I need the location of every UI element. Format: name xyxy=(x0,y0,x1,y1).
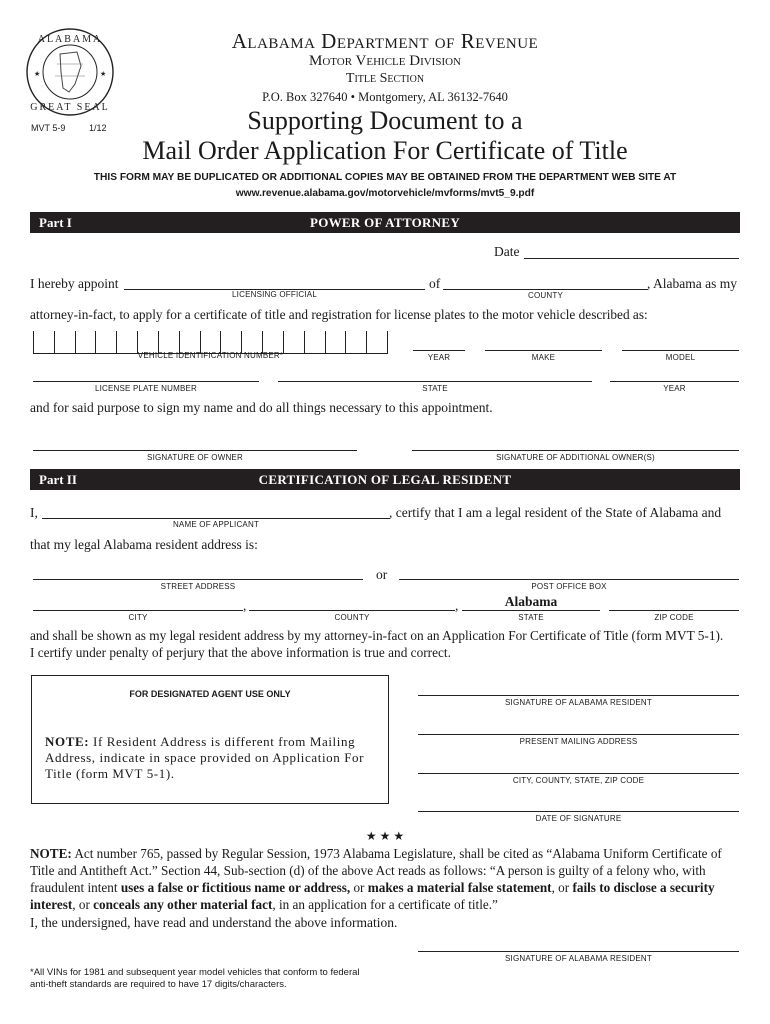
owner-signature-field[interactable] xyxy=(33,450,357,451)
of-text: of xyxy=(429,276,441,291)
resident-signature-field[interactable] xyxy=(418,695,739,696)
model-label: MODEL xyxy=(665,353,696,362)
street-address-label: STREET ADDRESS xyxy=(160,582,236,591)
owner-signature-label: SIGNATURE OF OWNER xyxy=(147,453,243,462)
plate-state-field[interactable] xyxy=(278,381,592,382)
city-county-state-zip-label: CITY, COUNTY, STATE, ZIP CODE xyxy=(512,776,645,785)
form-url[interactable]: www.revenue.alabama.gov/motorvehicle/mvforms/mvt5_9.pdf xyxy=(235,188,535,199)
act-note-label: NOTE: xyxy=(30,846,72,861)
form-title-line2: Mail Order Application For Certificate of Title xyxy=(142,136,628,165)
resident-address-text: that my legal Alabama resident address is: xyxy=(30,537,258,552)
form-number: MVT 5-9 xyxy=(31,123,66,133)
plate-year-label: YEAR xyxy=(663,384,686,393)
mailing-address: P.O. Box 327640 • Montgomery, AL 36132-7640 xyxy=(262,90,508,104)
designated-agent-title: FOR DESIGNATED AGENT USE ONLY xyxy=(129,689,291,699)
plate-state-label: STATE xyxy=(422,384,448,393)
part2-title: CERTIFICATION OF LEGAL RESIDENT xyxy=(258,472,512,487)
year-label: YEAR xyxy=(427,353,451,362)
date-of-signature-field[interactable] xyxy=(418,811,739,812)
additional-owner-signature-label: SIGNATURE OF ADDITIONAL OWNER(S) xyxy=(496,453,655,462)
shown-as-text: and shall be shown as my legal resident address by my attorney-in-fact on an Application For Certificate of Title (form MVT 5-1). xyxy=(30,628,724,643)
part2-header-bar xyxy=(30,469,740,490)
comma-1: , xyxy=(243,598,247,613)
vin-footnote: *All VINs for 1981 and subsequent year model vehicles that conform to federal anti-theft standards are required to have 17 digits/characters. xyxy=(30,967,360,990)
resident-state-field[interactable] xyxy=(462,610,600,611)
mailing-address-label: PRESENT MAILING ADDRESS xyxy=(519,737,638,746)
form-title-line1: Supporting Document to a xyxy=(247,106,523,135)
plate-year-field[interactable] xyxy=(610,381,739,382)
purpose-text: and for said purpose to sign my name and do all things necessary to this appointment. xyxy=(30,400,493,415)
po-box-label: POST OFFICE BOX xyxy=(531,582,607,591)
or-text: or xyxy=(376,567,388,582)
comma-2: , xyxy=(455,598,459,613)
vin-label: VEHICLE IDENTIFICATION NUMBER* xyxy=(137,351,284,360)
additional-owner-signature-field[interactable] xyxy=(412,450,739,451)
year-field[interactable] xyxy=(413,350,465,351)
designated-agent-box xyxy=(31,675,389,804)
read-understand-text: I, the undersigned, have read and understand the above information. xyxy=(30,915,398,930)
alabama-as-my-text: , Alabama as my xyxy=(647,276,737,291)
svg-text:★: ★ xyxy=(34,70,41,78)
applicant-name-label: NAME OF APPLICANT xyxy=(172,520,260,529)
duplication-notice: THIS FORM MAY BE DUPLICATED OR ADDITIONAL COPIES MAY BE OBTAINED FROM THE DEPARTMENT WEB SITE AT xyxy=(93,172,677,183)
appoint-text: I hereby appoint xyxy=(30,276,119,291)
city-field[interactable] xyxy=(33,610,243,611)
part1-header-bar xyxy=(30,212,740,233)
part1-label: Part I xyxy=(39,215,72,230)
date-of-signature-label: DATE OF SIGNATURE xyxy=(535,814,622,823)
note-body: If Resident Address is different from Mailing Address, indicate in space provided on Application For Title (form MVT 5-1). xyxy=(45,734,365,781)
svg-text:★: ★ xyxy=(100,70,107,78)
street-address-field[interactable] xyxy=(33,579,363,580)
zip-code-label: ZIP CODE xyxy=(654,613,694,622)
act-note: NOTE: Act number 765, passed by Regular Session, 1973 Alabama Legislature, shall be cited as “Alabama Uniform Certificate of Title and Antitheft Act.” Section 44, Sub-section (d) of the above Act reads as follows: “A person is guilty of a felony who, with fraudulent intent uses a false or fictitious name or address, or makes a material false statement, or fails to disclose a security interest, or conceals any other material fact, in an application for a certificate of title.” xyxy=(30,846,722,912)
perjury-text: I certify under penalty of perjury that the above information is true and correct. xyxy=(30,645,451,660)
license-plate-field[interactable] xyxy=(33,381,259,382)
city-label: CITY xyxy=(128,613,148,622)
resident-signature-label: SIGNATURE OF ALABAMA RESIDENT xyxy=(504,698,652,707)
make-label: MAKE xyxy=(531,353,556,362)
final-resident-signature-label: SIGNATURE OF ALABAMA RESIDENT xyxy=(504,954,652,963)
applicant-name-field[interactable] xyxy=(42,518,390,519)
resident-state-label: STATE xyxy=(518,613,544,622)
svg-text:ALABAMA: ALABAMA xyxy=(37,34,103,45)
licensing-official-label: LICENSING OFFICIAL xyxy=(232,290,317,299)
mailing-address-field[interactable] xyxy=(418,734,739,735)
form-date: 1/12 xyxy=(89,123,107,133)
attorney-in-fact-text: attorney-in-fact, to apply for a certificate of title and registration for license plates to the motor vehicle described as: xyxy=(30,307,648,322)
resident-address-note xyxy=(45,734,379,782)
i-text: I, xyxy=(30,505,38,520)
section-name: Title Section xyxy=(345,71,425,86)
division-name: Motor Vehicle Division xyxy=(308,53,462,69)
final-resident-signature-field[interactable] xyxy=(418,951,739,952)
po-box-field[interactable] xyxy=(399,579,739,580)
county-label: COUNTY xyxy=(528,291,563,300)
state-value: Alabama xyxy=(504,594,558,609)
license-plate-label: LICENSE PLATE NUMBER xyxy=(94,384,198,393)
svg-text:GREAT SEAL: GREAT SEAL xyxy=(30,102,110,113)
date-field[interactable] xyxy=(524,258,739,259)
resident-county-field[interactable] xyxy=(249,610,455,611)
zip-code-field[interactable] xyxy=(609,610,739,611)
part1-title: POWER OF ATTORNEY xyxy=(309,215,461,230)
certify-text: , certify that I am a legal resident of the State of Alabama and xyxy=(389,505,722,520)
city-county-state-zip-field[interactable] xyxy=(418,773,739,774)
resident-county-label: COUNTY xyxy=(334,613,370,622)
model-field[interactable] xyxy=(622,350,739,351)
date-label: Date xyxy=(494,244,520,259)
county-field[interactable] xyxy=(443,289,648,290)
part2-label: Part II xyxy=(39,472,77,487)
note-label: NOTE: xyxy=(45,734,90,749)
stars-divider: ★ ★ ★ xyxy=(365,829,405,843)
make-field[interactable] xyxy=(485,350,602,351)
department-name: Alabama Department of Revenue xyxy=(231,29,539,53)
